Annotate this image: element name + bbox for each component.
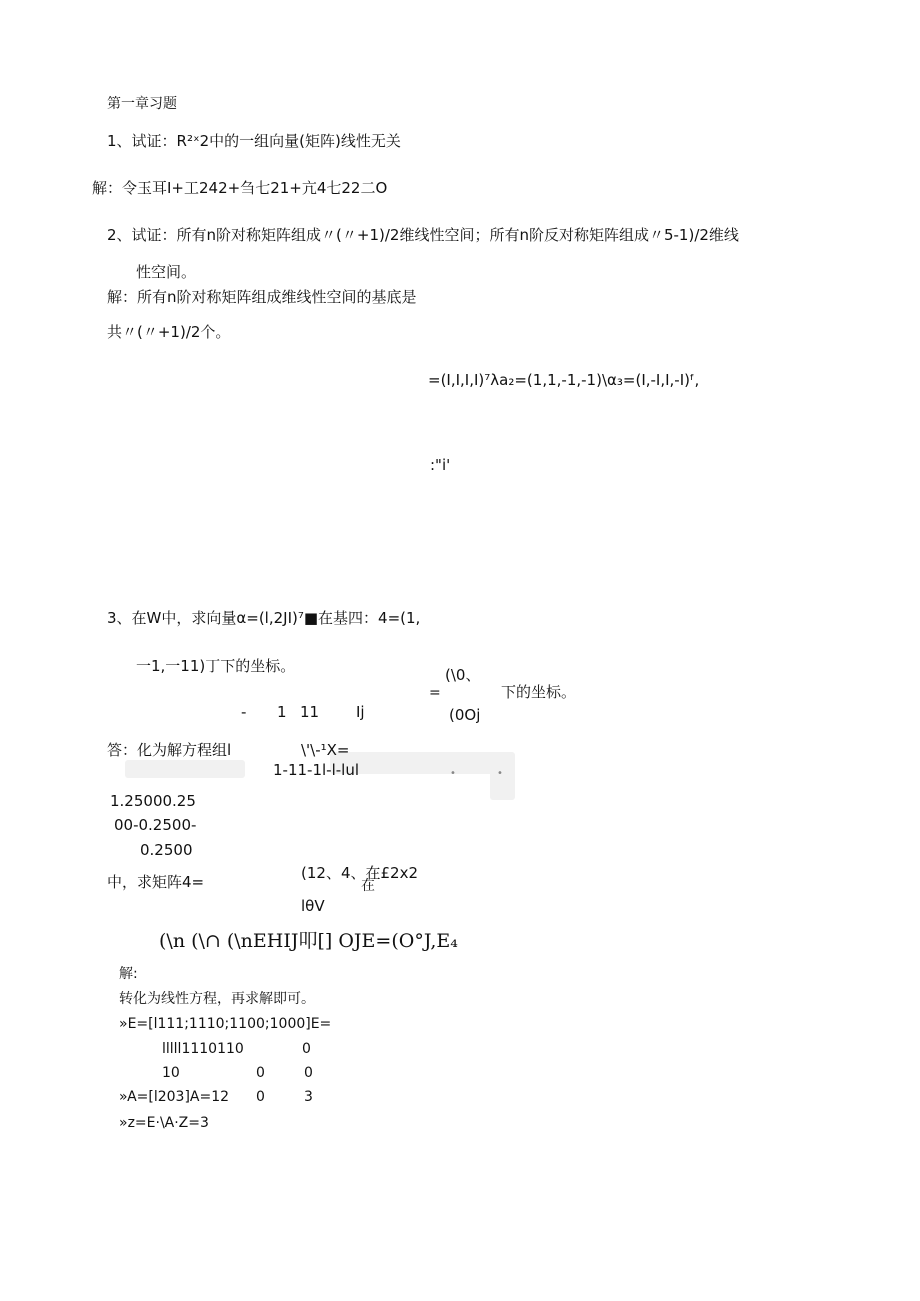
problem-3-line-1: 3、在W中，求向量α=(l,2JI)⁷■在基四：4=(1, [107, 609, 421, 627]
problem-3-line-2: 一1,一11)丁下的坐标。 [136, 657, 296, 675]
scan-dot: • [497, 768, 503, 779]
code-row-2-a: 10 [162, 1065, 180, 1081]
scan-smudge-left [125, 760, 245, 778]
code-row-2-c: 0 [304, 1065, 313, 1081]
problem-4-top: (12、4、在£2x2 [301, 864, 418, 882]
solution-2-line-2: 共〃(〃+1)/2个。 [107, 323, 231, 341]
scan-dot: • [450, 768, 456, 779]
code-line-2-c: 3 [304, 1089, 313, 1105]
solution-2-line-1: 解：所有n阶对称矩阵组成维线性空间的基底是 [107, 288, 417, 306]
problem-3-row-dash: - [241, 703, 247, 721]
right-suffix: 下的坐标。 [501, 683, 577, 701]
solution-4-label: 解: [119, 966, 138, 982]
right-vector-top: (\0、 [445, 666, 481, 684]
solution-1: 解：令玉耳I+工242+刍七21+亢4七22二O [92, 179, 388, 197]
answer-label: 答：化为解方程组l [107, 741, 232, 759]
basis-fragment: :"i' [430, 456, 451, 474]
problem-3-row-eleven: 11 [300, 703, 320, 721]
problem-4-label: 中，求矩阵4= [107, 873, 205, 891]
code-row-1-b: 0 [302, 1041, 311, 1057]
code-line-2-a: »A=[l203]A=12 [119, 1089, 230, 1105]
page-title: 第一章习题 [107, 96, 177, 112]
answer-matrix: 1-11-1l-l-lul [273, 761, 360, 779]
code-row-2-b: 0 [256, 1065, 265, 1081]
numeric-row-1: 1.25000.25 [110, 792, 196, 810]
code-line-2-b: 0 [256, 1089, 265, 1105]
problem-4-basis: (\n (\∩ (\nEHIJ叩[] OJE=(O°J,E₄ [159, 930, 458, 952]
numeric-row-2: 00-0.2500- [114, 816, 197, 834]
problem-1: 1、试证：R²ˣ2中的一组向量(矩阵)线性无关 [107, 132, 401, 150]
problem-4-bottom: lθV [301, 897, 325, 915]
problem-3-row-one: 1 [277, 703, 287, 721]
solution-4-text: 转化为线性方程，再求解即可。 [119, 991, 315, 1007]
numeric-row-3: 0.2500 [140, 841, 193, 859]
answer-expression: \'\-¹X= [301, 741, 350, 759]
code-row-1-a: lllll1110110 [162, 1041, 244, 1057]
problem-2-line-1: 2、试证：所有n阶对称矩阵组成〃(〃+1)/2维线性空间；所有n阶反对称矩阵组成〃5-1)/2维线 [107, 226, 739, 244]
problem-3-row-ij: Ij [356, 703, 365, 721]
basis-formula: =(I,I,I,I)⁷λa₂=(1,1,-1,-1)\α₃=(I,-I,I,-I)ᶠ, [428, 371, 700, 389]
right-equals: = [429, 685, 441, 701]
right-vector-bottom: (0Oj [449, 706, 481, 724]
problem-2-line-2: 性空间。 [136, 263, 197, 281]
problem-4-zai: 在 [361, 878, 375, 894]
code-line-1: »E=[l111;1110;1100;1000]E= [119, 1016, 332, 1032]
code-line-3: »z=E·\A·Z=3 [119, 1115, 209, 1131]
